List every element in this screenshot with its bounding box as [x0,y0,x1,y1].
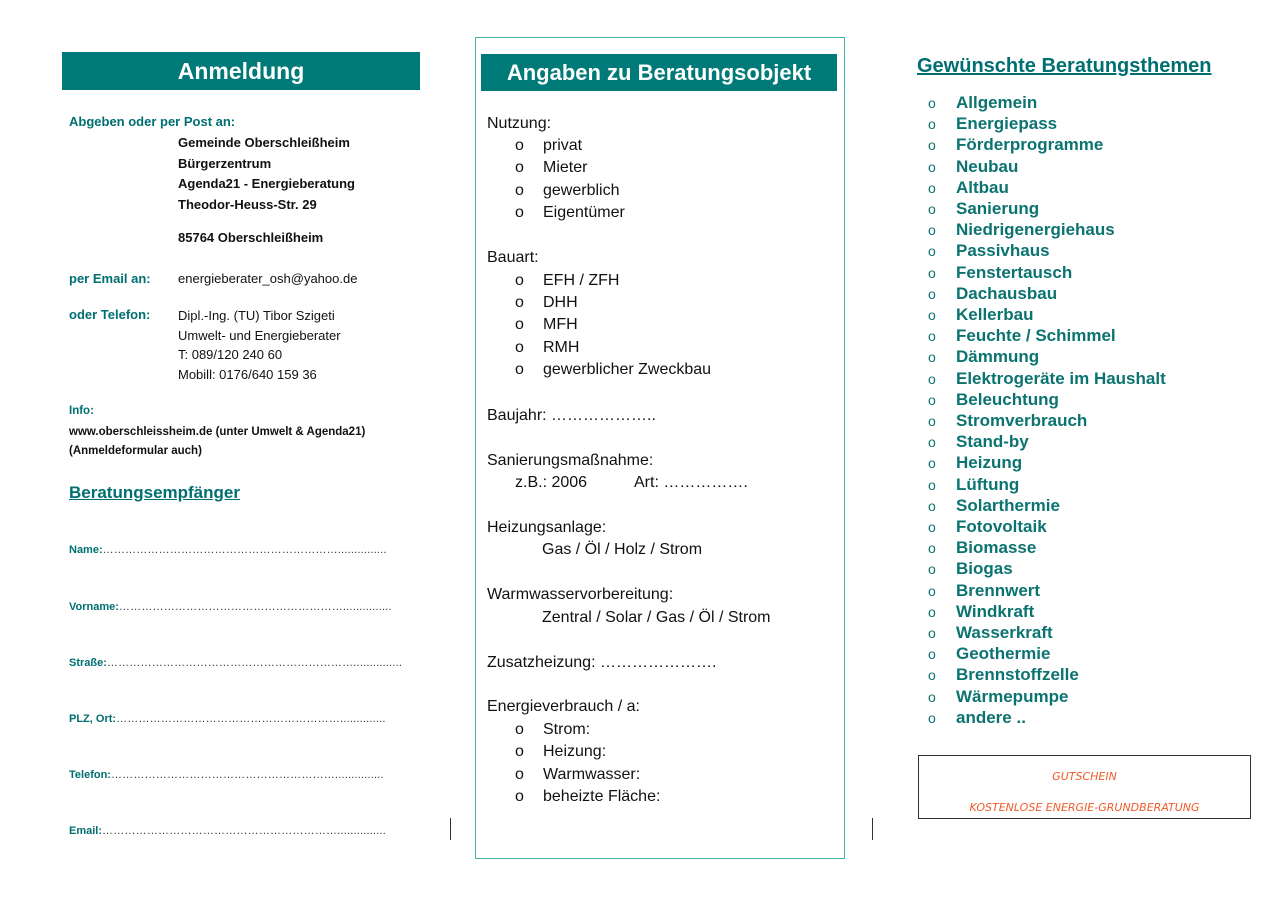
bauart-option[interactable] [515,361,711,379]
bullet-icon: o [928,222,936,239]
address-block [178,133,355,215]
vorname-field[interactable] [69,601,392,613]
topic-item[interactable] [928,517,1047,537]
bauart-option[interactable] [515,272,619,290]
bauart-option[interactable] [515,339,579,357]
bullet-icon: o [928,434,936,451]
field-label: Email: [69,825,103,837]
topic-label: Geothermie [956,644,1051,664]
fold-mark [450,818,451,840]
bauart-option[interactable] [515,294,578,312]
topic-item[interactable] [928,559,1013,579]
bullet-icon: o [928,137,936,154]
address-line: Gemeinde Oberschleißheim [178,135,350,150]
plz-ort-field[interactable] [69,713,386,725]
topic-item[interactable] [928,305,1033,325]
bullet-icon: o [515,137,524,154]
telefon-field[interactable] [69,769,384,781]
topic-label: Lüftung [956,474,1020,494]
topic-item[interactable] [928,390,1059,410]
topic-item[interactable] [928,347,1039,367]
zusatzheizung-field[interactable]: Zusatzheizung: …………………. [487,654,717,671]
topic-item[interactable] [928,475,1019,495]
anmeldung-column [62,52,420,90]
bullet-icon: o [928,688,936,705]
bullet-icon: o [515,294,524,311]
anmeldung-title: Anmeldung [62,52,420,90]
strasse-field[interactable] [69,657,402,669]
nutzung-option[interactable] [515,159,587,177]
field-dots: …………………………………………………….............. [116,713,386,725]
info-label: Info: [69,405,94,417]
sanierung-art-field[interactable]: Art: ……………. [634,474,748,491]
topic-item[interactable] [928,369,1166,389]
field-dots: ……………………………………………………............... [110,769,384,781]
topic-label: Kellerbau [956,305,1034,324]
recipient-title: Beratungsempfänger [69,483,240,502]
sanierung-label: Sanierungsmaßnahme: [487,452,654,469]
bullet-icon: o [515,272,524,289]
topic-item[interactable] [928,263,1072,283]
field-label: Name: [69,544,103,556]
topic-item[interactable] [928,496,1060,516]
option-label: Eigentümer [543,204,625,221]
option-label: DHH [543,294,578,311]
topic-label: Brennstoffzelle [956,665,1079,685]
abgeben-label: Abgeben oder per Post an: [69,114,236,129]
option-label: Mieter [543,159,588,176]
field-dots: ………………………………………………………............... [102,825,387,837]
topic-item[interactable] [928,241,1050,261]
topic-label: Windkraft [956,601,1035,621]
topic-item[interactable] [928,665,1079,685]
topic-label: Wasserkraft [956,623,1053,642]
bullet-icon: o [515,743,524,760]
bullet-icon: o [928,582,936,599]
topic-item[interactable] [928,135,1103,155]
field-label: Straße: [69,657,107,669]
bullet-icon: o [928,413,936,429]
topic-label: Niedrigenergiehaus [956,220,1115,240]
nutzung-option[interactable] [515,182,619,200]
bullet-icon: o [515,788,524,805]
topic-label: Altbau [956,177,1009,197]
bullet-icon: o [928,328,936,345]
option-label: Warmwasser: [543,766,641,783]
bullet-icon: o [928,625,936,641]
topic-label: Brennwert [956,580,1041,600]
bullet-icon: o [515,339,524,356]
info-block [69,423,365,461]
themen-column [917,55,1257,78]
email-value: energieberater_osh@yahoo.de [178,271,358,286]
topic-label: Fenstertausch [956,262,1073,282]
option-label: gewerblich [543,182,620,199]
verbrauch-label: Energieverbrauch / a: [487,698,640,715]
sanierung-example: z.B.: 2006 [515,474,588,491]
bauart-option[interactable] [515,316,578,334]
bullet-icon: o [515,316,524,333]
field-dots: ………………………………………………………............... [102,544,387,556]
bullet-icon: o [928,603,936,620]
bullet-icon: o [515,204,524,221]
info-line: (Anmeldeformular auch) [69,445,202,457]
field-dots: …………………………………………………………............... [106,657,403,669]
topic-item[interactable] [928,538,1036,558]
bullet-icon: o [928,179,936,196]
topic-label: Neubau [956,156,1019,176]
bullet-icon: o [928,646,936,663]
bullet-icon: o [928,667,936,684]
topic-item[interactable] [928,157,1018,177]
bullet-icon: o [928,116,936,133]
email-label: per Email an: [69,271,151,286]
option-label: Strom: [543,721,591,738]
topic-label: andere .. [956,707,1026,727]
bullet-icon: o [928,709,936,726]
topic-label: Stromverbrauch [956,411,1088,430]
topic-item[interactable] [928,581,1040,601]
heizung-label: Heizungsanlage: [487,519,607,536]
topic-item[interactable] [928,687,1068,707]
verbrauch-option[interactable] [515,788,660,806]
option-label: gewerblicher Zweckbau [543,361,712,378]
option-label: MFH [543,316,578,333]
address-city: 85764 Oberschleißheim [178,230,324,245]
bullet-icon: o [928,201,936,217]
info-line: www.oberschleissheim.de (unter Umwelt & Agenda21) [69,426,366,438]
option-label: Heizung: [543,743,607,760]
verbrauch-option[interactable] [515,721,590,739]
email-field[interactable] [69,825,386,837]
option-label: privat [543,137,583,154]
topic-label: Stand-by [956,432,1029,452]
field-label: Vorname: [69,601,119,613]
topic-label: Solarthermie [956,495,1060,515]
topic-label: Förderprogramme [956,135,1104,155]
warmwasser-options[interactable]: Zentral / Solar / Gas / Öl / Strom [542,609,771,626]
voucher-subtitle: KOSTENLOSE ENERGIE-GRUNDBERATUNG [969,801,1200,814]
topic-label: Biogas [956,559,1013,579]
baujahr-field[interactable]: Baujahr: ……………….. [487,407,656,424]
topic-item[interactable] [928,93,1037,113]
topic-item[interactable] [928,432,1029,452]
option-label: beheizte Fläche: [543,788,661,805]
warmwasser-label: Warmwasservorbereitung: [487,586,674,603]
verbrauch-option[interactable] [515,766,640,784]
topic-label: Feuchte / Schimmel [956,326,1116,346]
option-label: RMH [543,339,580,356]
fold-mark [872,818,873,840]
field-dots: ……………………………………………………............... [118,601,392,613]
voucher-title: GUTSCHEIN [1052,770,1117,783]
bullet-icon: o [928,561,936,578]
topic-item[interactable] [928,114,1057,134]
contact-line: Dipl.-Ing. (TU) Tibor Szigeti [178,308,335,323]
nutzung-option[interactable] [515,137,582,155]
themen-title: Gewünschte Beratungsthemen [917,55,1212,77]
topic-item[interactable] [928,199,1039,219]
field-label: PLZ, Ort: [69,713,117,725]
phone-label: oder Telefon: [69,307,151,322]
bullet-icon: o [928,455,936,472]
bullet-icon: o [928,540,936,557]
bullet-icon: o [928,264,936,281]
bullet-icon: o [928,370,936,387]
contact-line: T: 089/120 240 60 [178,347,283,362]
address-line: Theodor-Heuss-Str. 29 [178,196,317,212]
nutzung-label: Nutzung: [487,115,552,132]
topic-label: Beleuchtung [956,389,1059,409]
topic-item[interactable] [928,644,1050,664]
topic-label: Allgemein [956,93,1038,112]
topic-item[interactable] [928,453,1022,473]
topic-item[interactable] [928,220,1115,240]
address-line: Bürgerzentrum [178,155,272,171]
bullet-icon: o [928,349,936,366]
bauart-label: Bauart: [487,249,539,266]
topic-label: Biomasse [956,538,1037,558]
name-field[interactable] [69,544,387,556]
bullet-icon: o [928,95,936,111]
bullet-icon: o [515,182,524,199]
topic-item[interactable] [928,178,1009,198]
bullet-icon: o [928,391,936,408]
topic-item[interactable] [928,602,1034,622]
nutzung-option[interactable] [515,204,625,222]
bullet-icon: o [928,519,936,535]
field-label: Telefon: [69,769,111,781]
bullet-icon: o [515,159,524,176]
beratungsobjekt-title: Angaben zu Beratungsobjekt [481,54,837,91]
topic-label: Sanierung [956,199,1040,218]
topic-label: Dämmung [956,347,1040,367]
contact-line: Umwelt- und Energieberater [178,327,341,343]
verbrauch-option[interactable] [515,743,606,761]
bullet-icon: o [515,721,524,738]
contact-block [178,306,341,384]
voucher-box [918,755,1251,819]
topic-label: Heizung [956,453,1023,473]
bullet-icon: o [928,243,936,260]
heizung-options[interactable]: Gas / Öl / Holz / Strom [542,541,703,558]
topic-item[interactable] [928,326,1116,346]
contact-line: Mobill: 0176/640 159 36 [178,366,317,382]
bullet-icon: o [515,361,524,378]
bullet-icon: o [928,158,936,175]
bullet-icon: o [928,307,936,323]
bullet-icon: o [515,766,524,783]
topic-item[interactable] [928,411,1087,431]
bullet-icon: o [928,285,936,302]
bullet-icon: o [928,476,936,493]
topic-label: Elektrogeräte im Haushalt [956,368,1166,388]
option-label: EFH / ZFH [543,272,620,289]
bullet-icon: o [928,497,936,514]
address-line: Agenda21 - Energieberatung [178,176,355,191]
topic-label: Fotovoltaik [956,517,1047,536]
topic-item[interactable] [928,284,1057,304]
topic-label: Energiepass [956,114,1058,134]
topic-label: Passivhaus [956,241,1050,261]
topic-item[interactable] [928,708,1026,728]
topic-label: Wärmepumpe [956,686,1069,706]
topic-label: Dachausbau [956,283,1058,303]
topic-item[interactable] [928,623,1053,643]
